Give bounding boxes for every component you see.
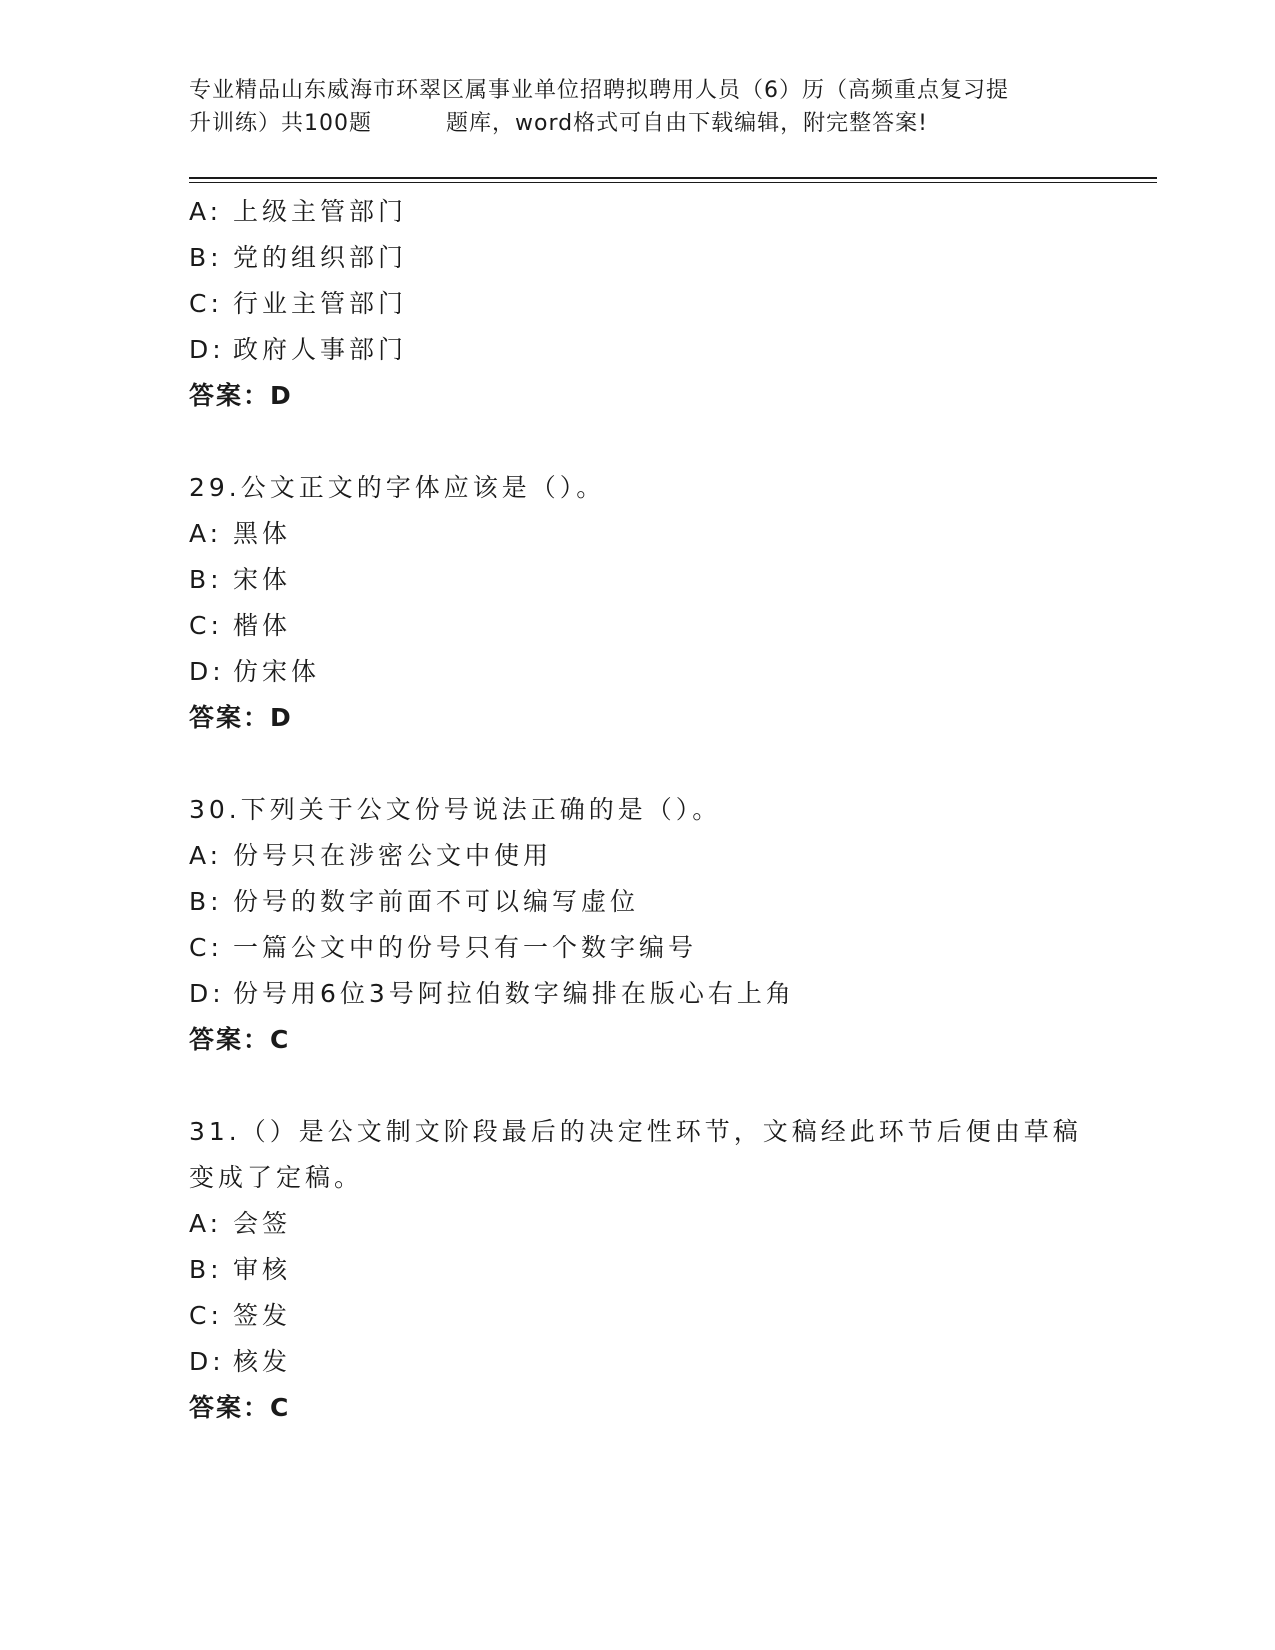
question-block: [189, 1109, 1109, 1431]
option-text: 楷体: [233, 611, 292, 640]
option-key: D:: [189, 979, 225, 1008]
option-text: 政府人事部门: [233, 335, 408, 364]
option-a: [189, 1201, 1109, 1247]
option-key: B:: [189, 887, 223, 916]
option-text: 签发: [233, 1301, 292, 1330]
option-key: A:: [189, 197, 223, 226]
question-block: [189, 189, 1109, 419]
option-c: [189, 603, 1109, 649]
header-divider-top: [189, 177, 1157, 179]
question-text: 30.下列关于公文份号说法正确的是（）。: [189, 795, 722, 824]
option-key: A:: [189, 519, 223, 548]
option-b: [189, 879, 1109, 925]
header-title-line-2: [189, 107, 1089, 140]
option-d: [189, 649, 1109, 695]
option-text: 会签: [233, 1209, 292, 1238]
option-key: C:: [189, 289, 223, 318]
option-a: [189, 189, 1109, 235]
option-c: [189, 1293, 1109, 1339]
option-key: B:: [189, 565, 223, 594]
header-title-line-1: 专业精品山东威海市环翠区属事业单位招聘拟聘用人员（6）历（高频重点复习提: [189, 78, 1009, 103]
option-a: [189, 511, 1109, 557]
option-text: 核发: [233, 1347, 292, 1376]
option-text: 上级主管部门: [233, 197, 408, 226]
header-divider-bottom: [189, 182, 1157, 183]
option-key: C:: [189, 1301, 223, 1330]
header-title-part-a: 升训练）共100题: [189, 111, 372, 136]
option-b: [189, 557, 1109, 603]
option-key: D:: [189, 335, 225, 364]
option-key: A:: [189, 841, 223, 870]
question-text: 29.公文正文的字体应该是（）。: [189, 473, 606, 502]
answer-line: 答案：D: [189, 703, 293, 732]
question-text: 31.（）是公文制文阶段最后的决定性环节，文稿经此环节后便由草稿: [189, 1117, 1082, 1146]
option-c: [189, 925, 1109, 971]
option-text: 仿宋体: [233, 657, 321, 686]
option-d: [189, 327, 1109, 373]
option-b: [189, 1247, 1109, 1293]
option-key: B:: [189, 243, 223, 272]
option-text: 黑体: [233, 519, 292, 548]
option-text: 一篇公文中的份号只有一个数字编号: [233, 933, 698, 962]
answer-line: 答案：C: [189, 1025, 291, 1054]
option-text: 行业主管部门: [233, 289, 408, 318]
option-text: 党的组织部门: [233, 243, 408, 272]
option-a: [189, 833, 1109, 879]
option-key: B:: [189, 1255, 223, 1284]
option-c: [189, 281, 1109, 327]
header-title-part-b: 题库，word格式可自由下载编辑，附完整答案!: [446, 111, 928, 136]
option-d: [189, 971, 1109, 1017]
question-block: [189, 787, 1109, 1063]
answer-line: 答案：C: [189, 1393, 291, 1422]
question-text-continued: 变成了定稿。: [189, 1163, 364, 1192]
option-text: 份号用6位3号阿拉伯数字编排在版心右上角: [233, 979, 795, 1008]
option-text: 宋体: [233, 565, 292, 594]
option-key: D:: [189, 1347, 225, 1376]
option-text: 份号只在涉密公文中使用: [233, 841, 553, 870]
question-block: [189, 465, 1109, 741]
option-key: D:: [189, 657, 225, 686]
option-b: [189, 235, 1109, 281]
document-header: [189, 74, 1089, 140]
option-d: [189, 1339, 1109, 1385]
question-list: [189, 189, 1109, 1431]
option-key: C:: [189, 611, 223, 640]
option-text: 审核: [233, 1255, 292, 1284]
option-key: C:: [189, 933, 223, 962]
option-text: 份号的数字前面不可以编写虚位: [233, 887, 640, 916]
option-key: A:: [189, 1209, 223, 1238]
answer-line: 答案：D: [189, 381, 293, 410]
